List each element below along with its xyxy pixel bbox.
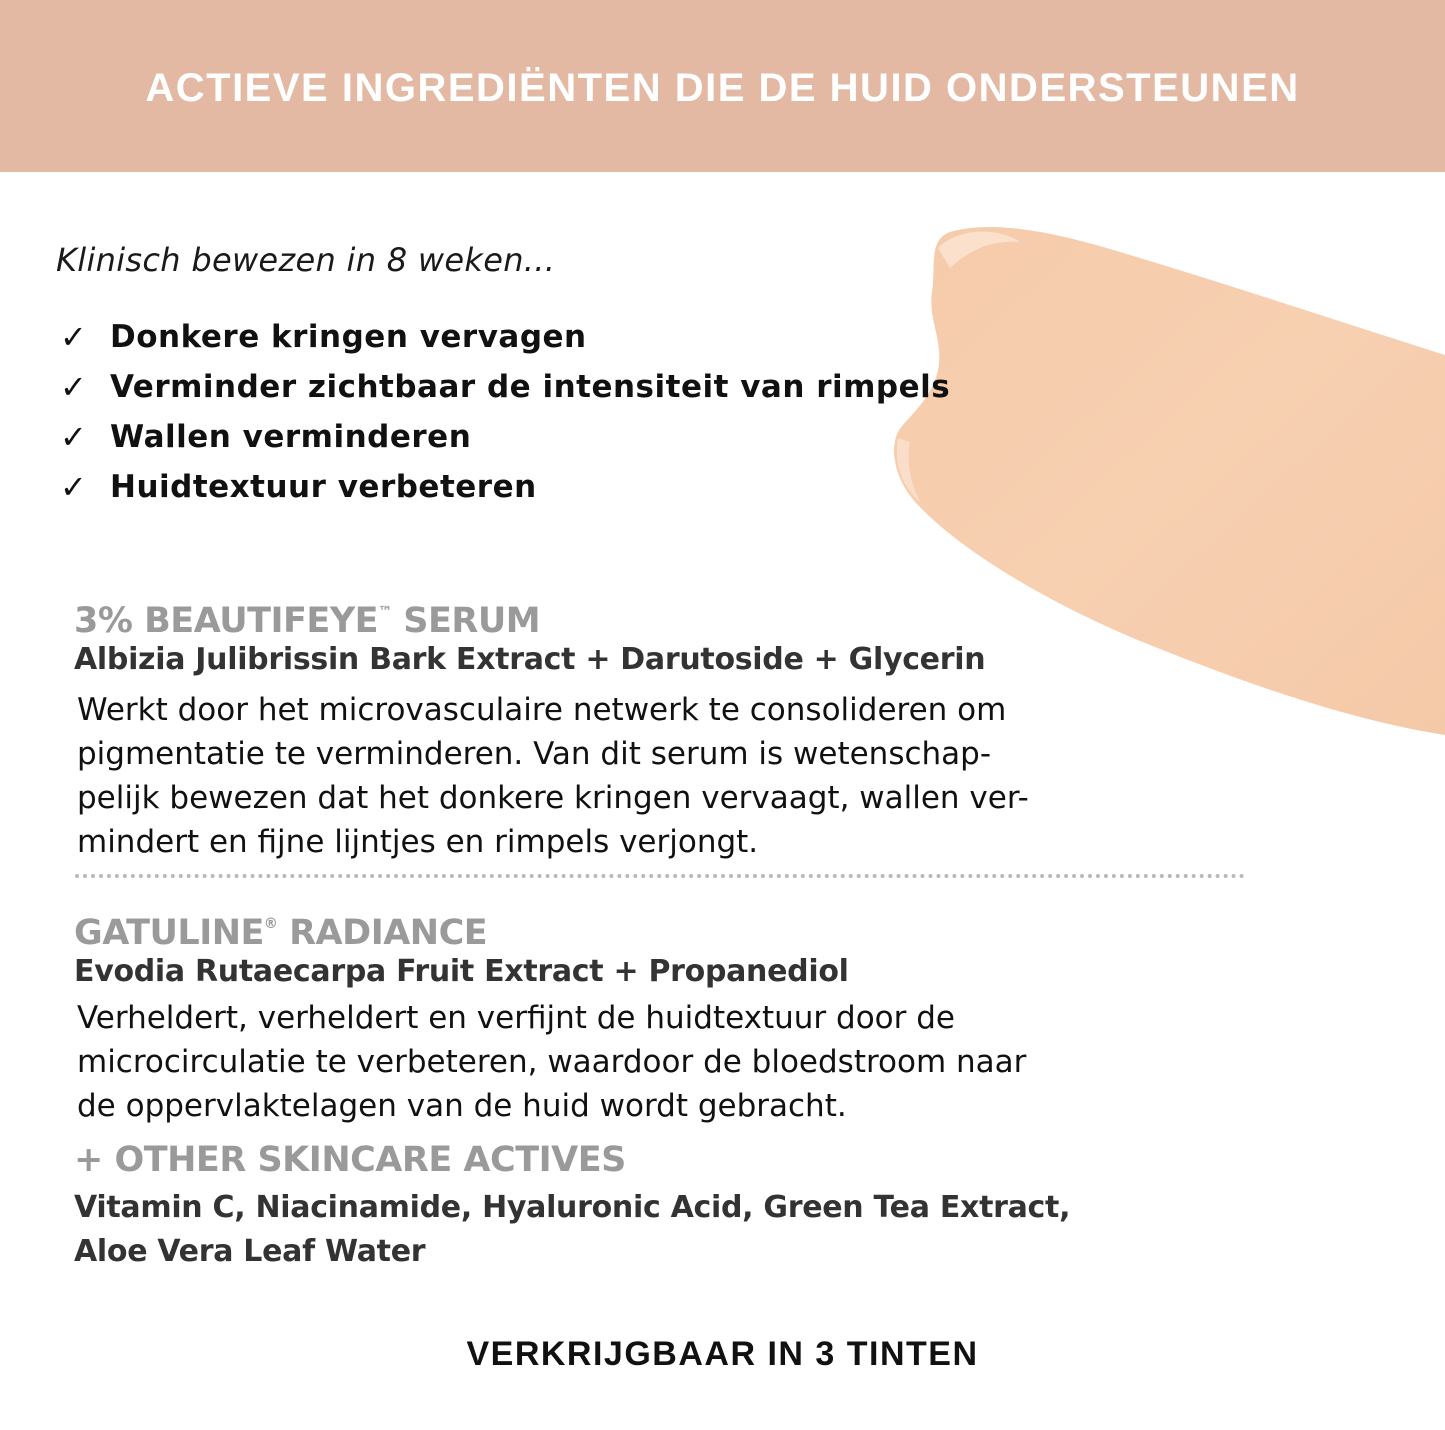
description-line: mindert en fijne lijntjes en rimpels verjongt. [77,824,759,860]
checkmark-icon: ✓ [60,468,87,506]
header-banner [0,0,1445,172]
benefit-item [60,412,950,462]
clinical-tagline: Klinisch bewezen in 8 weken... [56,241,556,279]
benefit-item [60,362,950,412]
benefit-item [60,312,950,362]
benefit-text: Huidtextuur verbeteren [110,469,537,505]
description-line: microcirculatie te verbeteren, waardoor de bloedstroom naar [77,1044,1027,1080]
description-line: pelijk bewezen dat het donkere kringen vervaagt, wallen ver- [77,780,1029,816]
beautifeye-serum-title [74,590,540,643]
section-title-suffix: SERUM [391,601,541,641]
benefit-text: Wallen verminderen [110,419,472,455]
benefit-item [60,462,950,512]
checkmark-icon: ✓ [60,368,87,406]
description-line: Verheldert, verheldert en verfijnt de huidtextuur door de [77,1000,955,1036]
checkmark-icon: ✓ [60,418,87,456]
section-title-suffix: RADIANCE [277,913,488,953]
description-line: pigmentatie te verminderen. Van dit serum is wetenschap- [77,736,992,772]
description-line: de oppervlaktelagen van de huid wordt gebracht. [77,1088,847,1124]
beautifeye-ingredients: Albizia Julibrissin Bark Extract + Darutoside + Glycerin [74,642,986,677]
section-title-text: GATULINE [74,913,264,953]
description-line: Werkt door het microvasculaire netwerk te consolideren om [77,692,1007,728]
gatuline-radiance-title [74,902,487,955]
other-actives-list [74,1186,1070,1274]
gatuline-description [77,996,1257,1128]
shades-footer: VERKRIJGBAAR IN 3 TINTEN [466,1335,979,1373]
section-title-text: 3% BEAUTIFEYE [74,601,379,641]
benefits-list [60,312,950,512]
beautifeye-description [77,688,1257,864]
gatuline-ingredients: Evodia Rutaecarpa Fruit Extract + Propanediol [74,954,849,989]
other-actives-title: + OTHER SKINCARE ACTIVES [74,1140,626,1180]
registered-mark: ® [263,916,278,932]
benefit-text: Verminder zichtbaar de intensiteit van rimpels [110,369,951,405]
dotted-divider [75,874,1245,878]
benefit-text: Donkere kringen vervagen [110,319,587,355]
banner-title: ACTIEVE INGREDIËNTEN DIE DE HUID ONDERSTEUNEN [145,66,1300,110]
actives-line: Aloe Vera Leaf Water [74,1234,426,1269]
checkmark-icon: ✓ [60,318,87,356]
trademark-mark: ™ [378,604,392,620]
actives-line: Vitamin C, Niacinamide, Hyaluronic Acid, Green Tea Extract, [74,1190,1071,1225]
